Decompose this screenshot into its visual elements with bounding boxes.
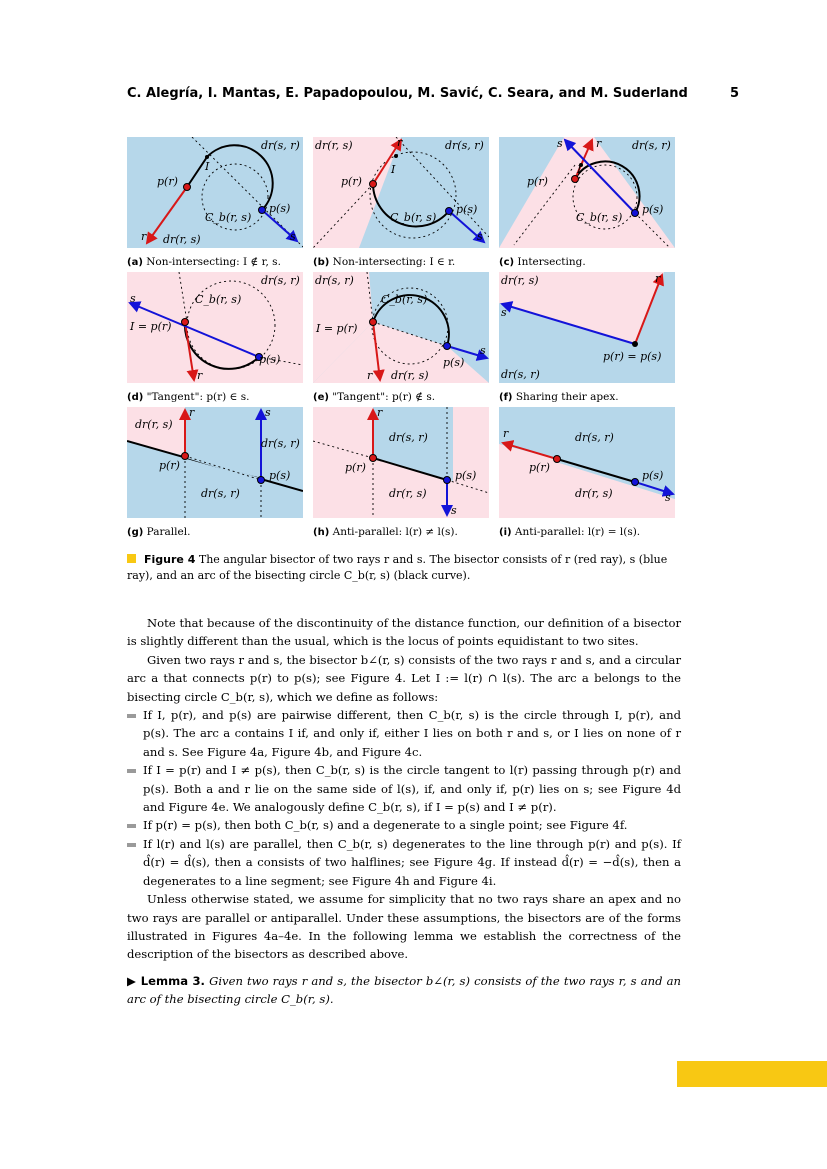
- subfigure-b: [313, 137, 489, 248]
- label-s: s: [477, 230, 483, 243]
- subfigure-letter: (c): [499, 257, 515, 268]
- label-dr-r-s: dr(r, s): [391, 369, 429, 382]
- label-dr-s-r-right: dr(s, r): [261, 437, 300, 450]
- label-p-r: p(r): [345, 461, 366, 474]
- list-item: If I, p(r), and p(s) are pairwise different, then C_b(r, s) is the circle through I, p(r), and p(s). The arc a contains I if, and only if, either I lies on both r and s, or I lies on none of r and s. See Figure 4a, Figure 4b, and Figure 4c.: [127, 706, 681, 761]
- label-cb: C_b(r, s): [576, 211, 623, 224]
- label-s: s: [265, 407, 271, 419]
- subfigure-letter: (b): [313, 257, 330, 268]
- label-dr-s-r: dr(s, r): [389, 431, 428, 444]
- subfigure-b-caption: [313, 256, 455, 268]
- paragraph-1: Note that because of the discontinuity of the distance function, our definition of a bisector is slightly different than the usual, which is the locus of points equidistant to two sites.: [127, 616, 681, 649]
- subfigure-g: [127, 407, 303, 518]
- paragraph-2: Given two rays r and s, the bisector b∠(r, s) consists of the two rays r and s, and a circular arc a that connects p(r) to p(s); see Figure 4. Let I := l(r) ∩ l(s). The arc a belongs to the bisecting circle C_b(r, s), which we define as follows:: [127, 652, 681, 704]
- subfigure-caption-text: Sharing their apex.: [515, 391, 619, 403]
- list-item: If I = p(r) and I ≠ p(s), then C_b(r, s) is the circle tangent to l(r) passing through p(r) and p(s). Both a and r lie on the same side of l(s), if, and only if, p(r) lies on s; see Figure 4d and Figure 4e. We analogously define C_b(r, s), if I = p(s) and I ≠ p(r).: [127, 761, 681, 816]
- label-r: r: [367, 369, 373, 382]
- subfigure-letter: (g): [127, 527, 144, 538]
- lemma-3: [127, 972, 681, 1009]
- lemma-statement: Given two rays r and s, the bisector b∠(r, s) consists of the two rays r, s and an arc of the bisecting circle C_b(r, s).: [127, 973, 681, 1007]
- subfigure-h-caption: [313, 526, 458, 538]
- subfigure-c: [499, 137, 675, 248]
- subfigure-caption-text: Parallel.: [146, 526, 191, 538]
- label-cb: C_b(r, s): [205, 211, 252, 224]
- subfigure-a-caption: [127, 256, 281, 268]
- label-cb: C_b(r, s): [195, 293, 242, 306]
- label-dr-s-r-bottom: dr(s, r): [201, 487, 240, 500]
- subfigure-caption-text: Non-intersecting: I ∉ r, s.: [146, 256, 281, 268]
- label-dr-s-r: dr(s, r): [261, 139, 300, 152]
- label-dr-r-s: dr(r, s): [389, 487, 427, 500]
- subfigure-e: [313, 272, 489, 383]
- subfigure-letter: (d): [127, 392, 144, 403]
- header-authors: C. Alegría, I. Mantas, E. Papadopoulou, M. Savić, C. Seara, and M. Suderland: [127, 86, 688, 101]
- label-dr-r-s: dr(r, s): [163, 233, 201, 246]
- subfigure-letter: (e): [313, 392, 329, 403]
- label-p-s: p(s): [642, 203, 664, 216]
- subfigure-g-caption: [127, 526, 190, 538]
- subfigure-d-caption: [127, 391, 249, 403]
- label-s: s: [480, 344, 486, 357]
- label-p-r: p(r): [341, 175, 362, 188]
- caption-marker: [127, 554, 136, 563]
- body-text: [127, 614, 681, 1009]
- label-p-r: p(r): [527, 175, 548, 188]
- label-p-r-eq-p-s: p(r) = p(s): [603, 350, 662, 363]
- label-p-r: p(r): [157, 175, 178, 188]
- paragraph-3: Unless otherwise stated, we assume for simplicity that no two rays share an apex and no two rays are parallel or antiparallel. Under these assumptions, the bisectors are of the forms illustrated in Figures 4a–4e. In the following lemma we establish the correctness of the description of the bisectors as described above.: [127, 892, 681, 962]
- label-I-eq-p-r: I = p(r): [316, 322, 358, 335]
- label-r: r: [197, 369, 203, 382]
- subfigure-i: [499, 407, 675, 518]
- subfigure-caption-text: "Tangent": p(r) ∉ s.: [332, 391, 436, 403]
- label-r: r: [655, 272, 661, 285]
- label-dr-s-r: dr(s, r): [261, 274, 300, 287]
- label-dr-s-r: dr(s, r): [445, 139, 484, 152]
- label-dr-s-r: dr(s, r): [315, 274, 354, 287]
- subfigure-caption-text: Anti-parallel: l(r) ≠ l(s).: [332, 526, 458, 538]
- label-p-s: p(s): [269, 469, 291, 482]
- subfigure-letter: (i): [499, 527, 512, 538]
- list-item: If l(r) and l(s) are parallel, then C_b(r, s) degenerates to the line through p(r) and p(s). If d̂(r) = d̂(s), then a consists of two halflines; see Figure 4g. If instead d̂(r) = −d̂(s), then a degenerates to a line segment; see Figure 4h and Figure 4i.: [127, 835, 681, 890]
- subfigure-c-caption: [499, 256, 586, 268]
- label-dr-r-s: dr(r, s): [135, 418, 173, 431]
- label-dr-r-s: dr(r, s): [575, 487, 613, 500]
- label-p-s: p(s): [456, 203, 478, 216]
- label-cb: C_b(r, s): [381, 293, 428, 306]
- label-dr-s-r: dr(s, r): [575, 431, 614, 444]
- subfigure-caption-text: "Tangent": p(r) ∈ s.: [146, 391, 250, 403]
- label-r: r: [377, 407, 383, 419]
- footer-accent-bar: [677, 1061, 827, 1087]
- label-s: s: [130, 292, 136, 305]
- label-dr-s-r: dr(s, r): [632, 139, 671, 152]
- label-s: s: [557, 137, 563, 150]
- label-p-s: p(s): [269, 202, 291, 215]
- lemma-title: ▶ Lemma 3.: [127, 973, 205, 988]
- label-r: r: [596, 137, 602, 150]
- subfigure-a: [127, 137, 303, 248]
- subfigure-f-caption: [499, 391, 619, 403]
- subfigure-h: [313, 407, 489, 518]
- label-s: s: [451, 504, 457, 517]
- subfigure-letter: (f): [499, 392, 513, 403]
- label-dr-r-s: dr(r, s): [315, 139, 353, 152]
- label-r: r: [189, 407, 195, 419]
- label-p-s: p(s): [642, 469, 664, 482]
- subfigure-i-caption: [499, 526, 640, 538]
- page-number: 5: [729, 86, 739, 101]
- label-dr-r-s: dr(r, s): [501, 274, 539, 287]
- figure-caption: [127, 552, 683, 584]
- label-s: s: [501, 306, 507, 319]
- subfigure-d: [127, 272, 303, 383]
- subfigure-f: [499, 272, 675, 383]
- figure-label: Figure 4: [144, 553, 196, 566]
- label-p-r: p(r): [159, 459, 180, 472]
- label-p-s: p(s): [259, 353, 281, 366]
- label-s: s: [665, 491, 671, 504]
- label-I: I: [391, 163, 396, 176]
- definition-list: [127, 706, 681, 890]
- label-I: I: [577, 163, 582, 176]
- running-header: [127, 86, 739, 104]
- subfigure-caption-text: Non-intersecting: I ∈ r.: [332, 256, 456, 268]
- label-I-eq-p-r: I = p(r): [130, 320, 172, 333]
- subfigure-caption-text: Anti-parallel: l(r) = l(s).: [514, 526, 641, 538]
- subfigure-e-caption: [313, 391, 435, 403]
- figure-caption-text: The angular bisector of two rays r and s. The bisector consists of r (red ray), s (blue ray), and an arc of the bisecting circle C_b(r, s) (black curve).: [127, 553, 668, 582]
- label-cb: C_b(r, s): [390, 211, 437, 224]
- label-I: I: [205, 160, 210, 173]
- list-item: If p(r) = p(s), then both C_b(r, s) and a degenerate to a single point; see Figure 4f.: [127, 816, 681, 834]
- label-r: r: [503, 427, 509, 440]
- subfigure-caption-text: Intersecting.: [517, 256, 586, 268]
- label-p-r: p(r): [529, 461, 550, 474]
- label-dr-s-r: dr(s, r): [501, 368, 540, 381]
- subfigure-letter: (a): [127, 257, 143, 268]
- label-p-s: p(s): [455, 469, 477, 482]
- subfigure-letter: (h): [313, 527, 330, 538]
- label-p-s: p(s): [443, 356, 465, 369]
- label-s: s: [290, 230, 296, 243]
- label-r: r: [141, 230, 147, 243]
- label-r: r: [397, 137, 403, 149]
